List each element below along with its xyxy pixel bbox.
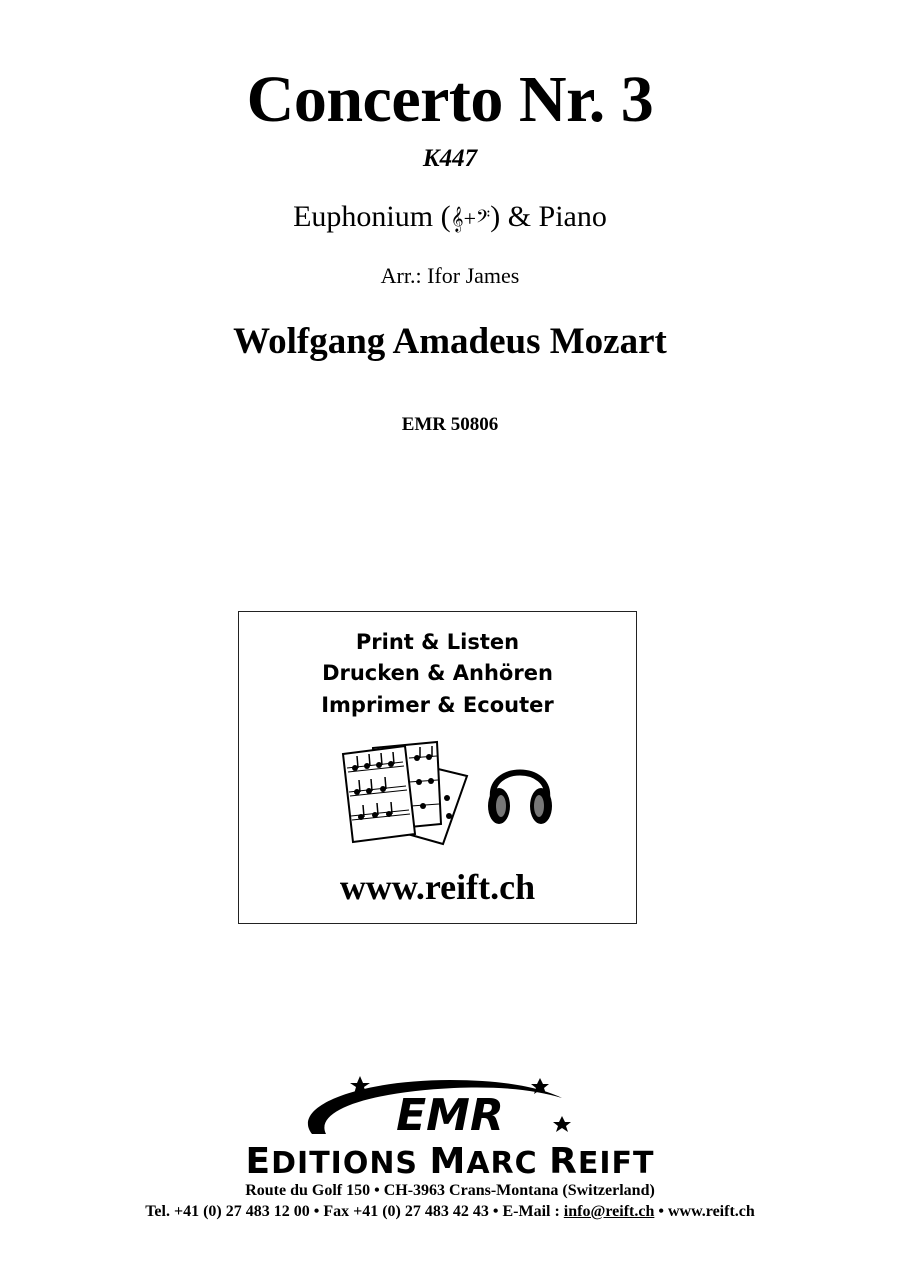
instrumentation-text: Euphonium (	[293, 200, 451, 233]
arranger: Arr.: Ifor James	[380, 263, 520, 288]
publisher-address: Route du Golf 150 • CH-3963 Crans-Montana (Switzerland)	[245, 1182, 655, 1199]
plus-sign: +	[463, 206, 477, 231]
instrumentation-suffix: ) & Piano	[490, 200, 607, 233]
edition-code: EMR 50806	[401, 414, 499, 435]
catalog-number: K447	[422, 145, 478, 172]
sheet-music-icon	[339, 738, 479, 848]
promo-line-german: Drucken & Anhören	[322, 661, 553, 685]
promo-url[interactable]: www.reift.ch	[339, 867, 536, 907]
publisher-name-part-1: DITIONS	[271, 1146, 430, 1181]
logo-text: EMR	[396, 1090, 504, 1141]
email-link[interactable]: info@reift.ch	[563, 1203, 655, 1220]
promo-line-french: Imprimer & Ecouter	[321, 693, 554, 717]
bass-clef-icon: 𝄢	[476, 207, 491, 232]
title: Concerto Nr. 3	[246, 63, 654, 136]
publisher-name-initial-3: R	[549, 1141, 578, 1182]
instrumentation	[0, 198, 900, 239]
publisher-name-part-2: ARC	[466, 1146, 550, 1181]
emr-logo	[300, 1072, 590, 1152]
promo-line-english: Print & Listen	[355, 630, 520, 654]
publisher-contact	[0, 1202, 900, 1222]
contact-phone-fax: Tel. +41 (0) 27 483 12 00 • Fax +41 (0) 27 483 42 43 • E-Mail :	[145, 1203, 564, 1220]
publisher-name-initial-1: E	[245, 1141, 272, 1182]
print-listen-box	[238, 611, 637, 924]
headphones-icon	[485, 752, 555, 832]
publisher-name-initial-2: M	[429, 1141, 467, 1182]
composer: Wolfgang Amadeus Mozart	[233, 321, 667, 362]
publisher-name	[0, 1141, 900, 1182]
publisher-name-part-3: EIFT	[577, 1146, 655, 1181]
treble-clef-icon: 𝄞	[450, 207, 464, 232]
contact-website: • www.reift.ch	[654, 1203, 755, 1220]
